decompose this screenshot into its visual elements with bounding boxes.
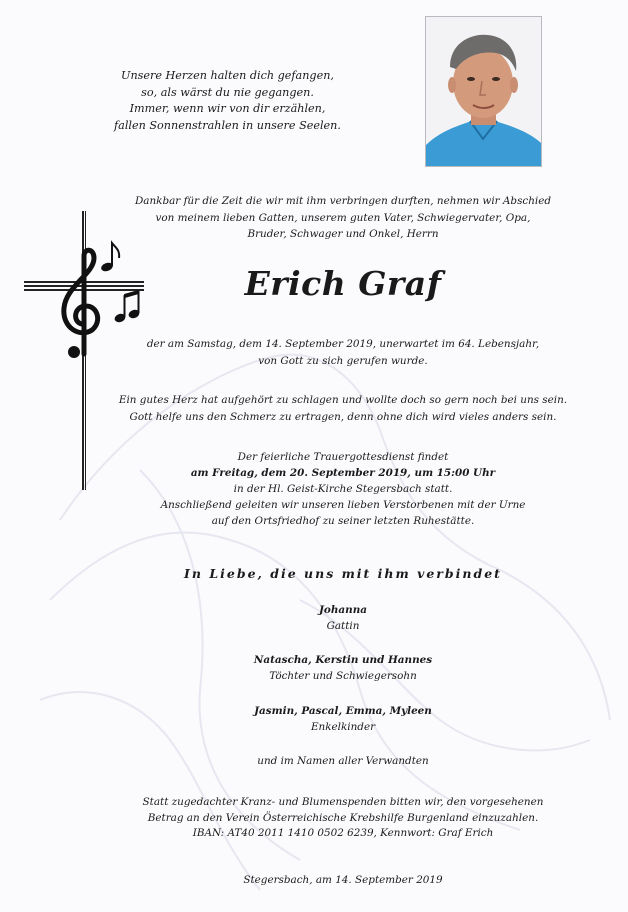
- service-date-time: am Freitag, dem 20. September 2019, um 15:00 Uhr: [190, 467, 496, 479]
- deceased-name: Erich Graf: [244, 264, 442, 303]
- family-names: Jasmin, Pascal, Emma, Myleen: [254, 705, 432, 717]
- heart-line: Ein gutes Herz hat aufgehört zu schlagen und wollte doch so gern noch bei uns sein.: [118, 394, 568, 406]
- service-line: auf den Ortsfriedhof zu seiner letzten Ruhestätte.: [211, 515, 475, 527]
- in-love-heading: In Liebe, die uns mit ihm verbindet: [184, 566, 502, 581]
- family-names: Natascha, Kerstin und Hannes: [253, 654, 433, 666]
- poem-line: Unsere Herzen halten dich gefangen,: [121, 69, 334, 82]
- donation-iban: IBAN: AT40 2011 1410 0502 6239, Kennwort: Graf Erich: [192, 827, 494, 839]
- memorial-poem: [105, 68, 350, 134]
- family-role: Enkelkinder: [310, 720, 376, 733]
- relatives-line: und im Namen aller Verwandten: [257, 755, 429, 767]
- death-notice: [108, 336, 578, 369]
- death-line: der am Samstag, dem 14. September 2019, unerwartet im 64. Lebensjahr,: [146, 338, 540, 350]
- death-line: von Gott zu sich gerufen wurde.: [258, 354, 428, 367]
- service-line: Anschließend geleiten wir unseren lieben Verstorbenen mit der Urne: [160, 499, 526, 511]
- poem-line: so, als wärst du nie gegangen.: [141, 85, 314, 99]
- treble-clef-icon: [56, 246, 106, 364]
- farewell-introduction: [108, 193, 578, 243]
- deceased-portrait-photo: [425, 16, 542, 167]
- poem-line: fallen Sonnenstrahlen in unsere Seelen.: [114, 118, 341, 132]
- donation-line: Betrag an den Verein Österreichische Krebshilfe Burgenland einzuzahlen.: [147, 811, 539, 824]
- service-line: Der feierliche Trauergottesdienst findet: [237, 451, 449, 463]
- poem-line: Immer, wenn wir von dir erzählen,: [129, 102, 326, 115]
- intro-line: Dankbar für die Zeit die wir mit ihm verbringen durften, nehmen wir Abschied: [134, 195, 552, 207]
- donation-line: Statt zugedachter Kranz- und Blumenspenden bitten wir, den vorgesehenen: [142, 796, 544, 808]
- family-group-grandchildren: [108, 704, 578, 735]
- intro-line: von meinem lieben Gatten, unserem guten Vater, Schwiegervater, Opa,: [155, 211, 531, 224]
- family-group-children: [108, 653, 578, 684]
- service-location: in der Hl. Geist-Kirche Stegersbach statt.: [233, 483, 453, 495]
- heart-verse: [108, 392, 578, 425]
- funeral-service-details: [108, 449, 578, 529]
- heart-line: Gott helfe uns den Schmerz zu ertragen, denn ohne dich wird vieles anders sein.: [129, 410, 557, 423]
- family-role: Gattin: [326, 619, 360, 632]
- family-role: Töchter und Schwiegersohn: [269, 669, 417, 682]
- family-group-spouse: [108, 603, 578, 634]
- donation-request: [108, 795, 578, 842]
- intro-line: Bruder, Schwager und Onkel, Herrn: [247, 228, 439, 240]
- place-and-date: Stegersbach, am 14. September 2019: [243, 874, 443, 886]
- family-names: Johanna: [319, 604, 367, 616]
